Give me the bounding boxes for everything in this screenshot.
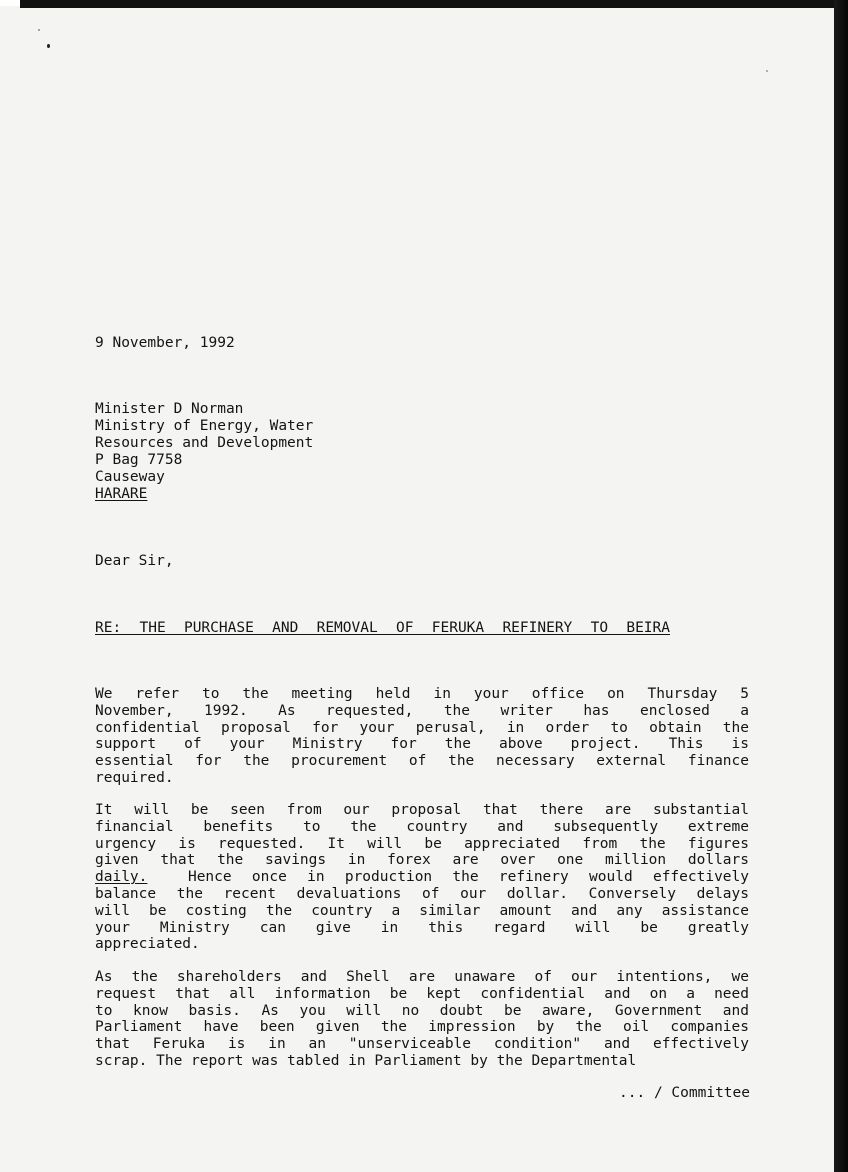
paragraph-line: request that all information be kept confidential and on a need	[95, 985, 749, 1002]
paragraph-line: As the shareholders and Shell are unaware of our intentions, we	[95, 969, 749, 985]
emphasis-daily: daily.	[95, 869, 148, 886]
address-line: Minister D Norman	[95, 401, 244, 417]
scan-edge-right	[834, 0, 848, 1172]
paragraph-line: essential for the procurement of the necessary external finance	[95, 753, 749, 770]
paragraph-line: November, 1992. As requested, the writer has enclosed a	[95, 702, 749, 719]
scan-speck	[766, 70, 768, 72]
paragraph-line: financial benefits to the country and subsequently extreme	[95, 818, 749, 835]
paragraph-line: urgency is requested. It will be appreciated from the figures	[95, 835, 749, 852]
paragraph-3	[95, 969, 749, 1070]
address-line: Causeway	[95, 469, 165, 485]
continuation-marker: ... / Committee	[619, 1085, 750, 1101]
paragraph-line: that Feruka is in an "unserviceable condition" and effectively	[95, 1036, 749, 1053]
paragraph-line: your Ministry can give in this regard will be greatly	[95, 919, 749, 936]
paragraph-line: will be costing the country a similar amount and any assistance	[95, 902, 749, 919]
address-line: Ministry of Energy, Water	[95, 418, 314, 434]
paragraph-line: We refer to the meeting held in your office on Thursday 5	[95, 686, 749, 702]
paragraph-line: confidential proposal for your perusal, in order to obtain the	[95, 719, 749, 736]
paragraph-line: balance the recent devaluations of our dollar. Conversely delays	[95, 885, 749, 902]
paragraph-line: to know basis. As you will no doubt be aware, Government and	[95, 1002, 749, 1019]
paragraph-line: given that the savings in forex are over one million dollars	[95, 852, 749, 869]
subject-line: RE: THE PURCHASE AND REMOVAL OF FERUKA REFINERY TO BEIRA	[95, 620, 670, 636]
letter-date: 9 November, 1992	[95, 335, 235, 351]
paragraph-line: appreciated.	[95, 936, 200, 953]
scan-edge-top	[20, 0, 848, 8]
paragraph-line: It will be seen from our proposal that there are substantial	[95, 802, 749, 818]
paragraph-1	[95, 686, 749, 787]
paragraph-line: Parliament have been given the impression by the oil companies	[95, 1019, 749, 1036]
paragraph-line-rest: Hence once in production the refinery would effectively	[187, 869, 749, 886]
address-line: Resources and Development	[95, 435, 314, 451]
paragraph-line	[95, 869, 749, 886]
paragraph-2	[95, 802, 749, 953]
address-city: HARARE	[95, 486, 148, 502]
paragraph-line: scrap. The report was tabled in Parliament by the Departmental	[95, 1052, 637, 1069]
address-line: P Bag 7758	[95, 452, 183, 468]
salutation: Dear Sir,	[95, 553, 174, 569]
scan-speck	[38, 29, 40, 31]
paragraph-line: support of your Ministry for the above project. This is	[95, 736, 749, 753]
paragraph-line: required.	[95, 769, 174, 786]
scan-speck	[47, 44, 50, 48]
